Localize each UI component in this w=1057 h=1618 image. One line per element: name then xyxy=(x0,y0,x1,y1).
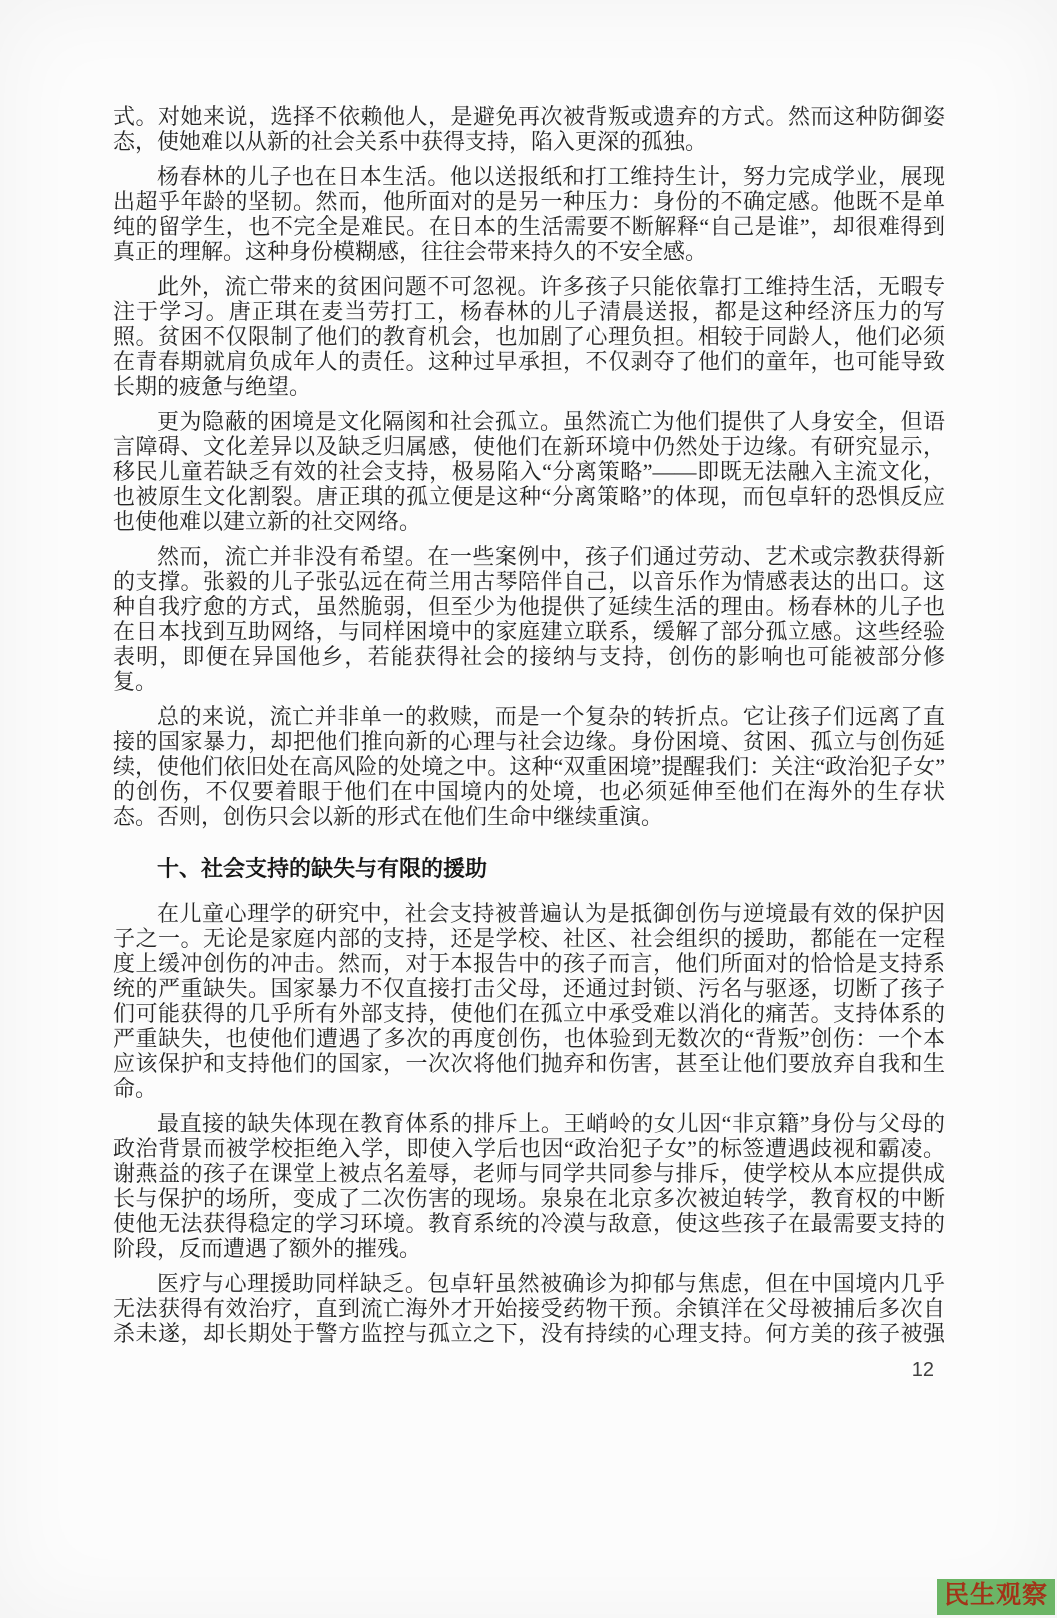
section-heading: 十、社会支持的缺失与有限的援助 xyxy=(157,856,488,881)
body-paragraph: 更为隐蔽的困境是文化隔阂和社会孤立。虽然流亡为他们提供了人身安全，但语言障碍、文化差异以及缺乏归属感，使他们在新环境中仍然处于边缘。有研究显示，移民儿童若缺乏有效的社会支持，极易陷入“分离策略”——即既无法融入主流文化，也被原生文化割裂。唐正琪的孤立便是这种“分离策略”的体现，而包卓轩的恐惧反应也使他难以建立新的社交网络。 xyxy=(113,409,945,534)
body-paragraph: 在儿童心理学的研究中，社会支持被普遍认为是抵御创伤与逆境最有效的保护因子之一。无论是家庭内部的支持，还是学校、社区、社会组织的援助，都能在一定程度上缓冲创伤的冲击。然而，对于本报告中的孩子而言，他们所面对的恰恰是支持系统的严重缺失。国家暴力不仅直接打击父母，还通过封锁、污名与驱逐，切断了孩子们可能获得的几乎所有外部支持，使他们在孤立中承受难以消化的痛苦。支持体系的严重缺失，也使他们遭遇了多次的再度创伤，也体验到无数次的“背叛”创伤：一个本应该保护和支持他们的国家，一次次将他们抛弃和伤害，甚至让他们要放弃自我和生命。 xyxy=(113,901,945,1101)
page-number: 12 xyxy=(911,1359,934,1381)
body-paragraph: 然而，流亡并非没有希望。在一些案例中，孩子们通过劳动、艺术或宗教获得新的支撑。张毅的儿子张弘远在荷兰用古琴陪伴自己，以音乐作为情感表达的出口。这种自我疗愈的方式，虽然脆弱，但至少为他提供了延续生活的理由。杨春林的儿子也在日本找到互助网络，与同样困境中的家庭建立联系，缓解了部分孤立感。这些经验表明，即便在异国他乡，若能获得社会的接纳与支持，创伤的影响也可能被部分修复。 xyxy=(113,544,945,694)
watermark-badge: 民生观察 xyxy=(937,1579,1055,1615)
body-paragraph: 总的来说，流亡并非单一的救赎，而是一个复杂的转折点。它让孩子们远离了直接的国家暴力，却把他们推向新的心理与社会边缘。身份困境、贫困、孤立与创伤延续，使他们依旧处在高风险的处境之中。这种“双重困境”提醒我们：关注“政治犯子女”的创伤，不仅要着眼于他们在中国境内的处境，也必须延伸至他们在海外的生存状态。否则，创伤只会以新的形式在他们生命中继续重演。 xyxy=(113,704,945,829)
body-paragraph: 杨春林的儿子也在日本生活。他以送报纸和打工维持生计，努力完成学业，展现出超乎年龄的坚韧。然而，他所面对的是另一种压力：身份的不确定感。他既不是单纯的留学生，也不完全是难民。在日本的生活需要不断解释“自己是谁”，却很难得到真正的理解。这种身份模糊感，往往会带来持久的不安全感。 xyxy=(113,164,945,264)
body-paragraph: 医疗与心理援助同样缺乏。包卓轩虽然被确诊为抑郁与焦虑，但在中国境内几乎无法获得有效治疗，直到流亡海外才开始接受药物干预。余镇洋在父母被捕后多次自杀未遂，却长期处于警方监控与孤立之下，没有持续的心理支持。何方美的孩子被强 xyxy=(113,1271,945,1346)
text-column xyxy=(113,104,945,1381)
body-paragraph: 式。对她来说，选择不依赖他人，是避免再次被背叛或遗弃的方式。然而这种防御姿态，使她难以从新的社会关系中获得支持，陷入更深的孤独。 xyxy=(113,104,945,154)
body-paragraph: 此外，流亡带来的贫困问题不可忽视。许多孩子只能依靠打工维持生活，无暇专注于学习。唐正琪在麦当劳打工，杨春林的儿子清晨送报，都是这种经济压力的写照。贫困不仅限制了他们的教育机会，也加剧了心理负担。相较于同龄人，他们必须在青春期就肩负成年人的责任。这种过早承担，不仅剥夺了他们的童年，也可能导致长期的疲惫与绝望。 xyxy=(113,274,945,399)
body-paragraph: 最直接的缺失体现在教育体系的排斥上。王峭岭的女儿因“非京籍”身份与父母的政治背景而被学校拒绝入学，即使入学后也因“政治犯子女”的标签遭遇歧视和霸凌。谢燕益的孩子在课堂上被点名羞辱，老师与同学共同参与排斥，使学校从本应提供成长与保护的场所，变成了二次伤害的现场。泉泉在北京多次被迫转学，教育权的中断使他无法获得稳定的学习环境。教育系统的冷漠与敌意，使这些孩子在最需要支持的阶段，反而遭遇了额外的摧残。 xyxy=(113,1111,945,1261)
